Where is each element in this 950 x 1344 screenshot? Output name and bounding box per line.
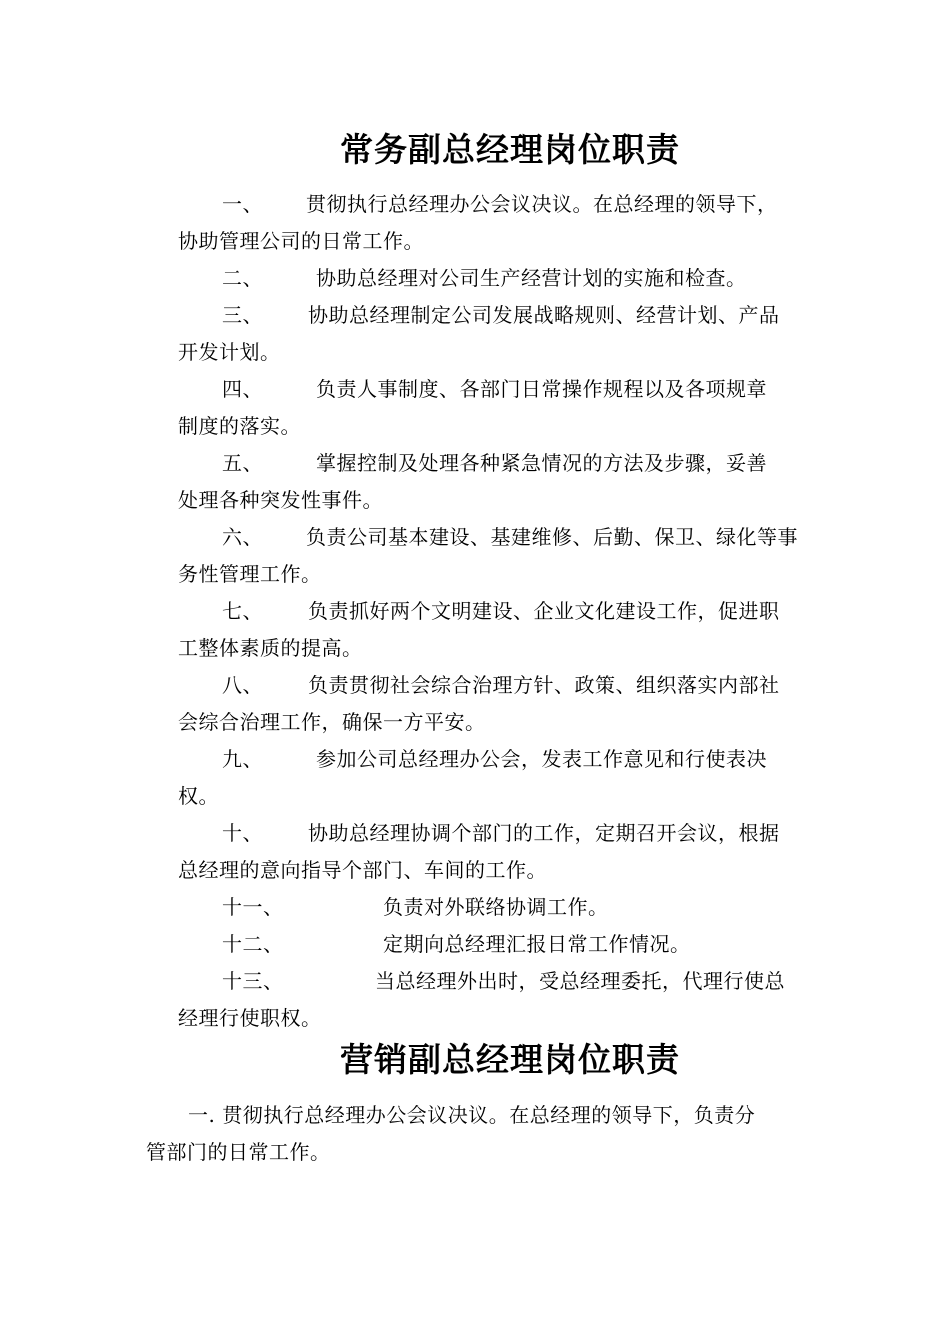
duty-text-line1: 协助总经理制定公司发展战略规则、经营计划、产品	[308, 303, 780, 327]
duty-number: 十一、	[222, 895, 284, 919]
duty-item	[178, 445, 808, 519]
duty-text-line2: 处理各种突发性事件。	[178, 488, 383, 512]
duty-text-line2: 权。	[178, 784, 219, 808]
duty-text-line2: 工整体素质的提高。	[178, 636, 363, 660]
duty-text-line1: 负责贯彻社会综合治理方针、政策、组织落实内部社	[308, 673, 780, 697]
duty-item	[178, 741, 808, 815]
duty-text-line2: 总经理的意向指导个部门、车间的工作。	[178, 858, 547, 882]
duty-number: 五、	[222, 451, 263, 475]
duty-text-line1: 当总经理外出时，受总经理委托，代理行使总	[375, 969, 785, 993]
duty-text-line1: 定期向总经理汇报日常工作情况。	[383, 932, 691, 956]
duty-number: 七、	[222, 599, 263, 623]
duty-number: 四、	[222, 377, 263, 401]
duty-number: 八、	[222, 673, 263, 697]
duty-number: 十三、	[222, 969, 284, 993]
title-executive-vp-duties: 常务副总经理岗位职责	[340, 130, 680, 169]
duty-text-line1: 负责抓好两个文明建设、企业文化建设工作，促进职	[308, 599, 780, 623]
duty-item	[178, 186, 808, 260]
duty-number: 一、	[222, 192, 263, 216]
duty-text-line1: 协助总经理协调个部门的工作，定期召开会议，根据	[308, 821, 780, 845]
marketing-vp-duty-list	[146, 1097, 816, 1171]
duty-number: 十、	[222, 821, 263, 845]
duty-text-line2: 制度的落实。	[178, 414, 301, 438]
duty-item	[178, 667, 808, 741]
duty-item	[178, 371, 808, 445]
duty-item	[178, 593, 808, 667]
duty-text-line1: 负责公司基本建设、基建维修、后勤、保卫、绿化等事	[306, 525, 798, 549]
duty-item	[178, 519, 808, 593]
duty-text-line2: 务性管理工作。	[178, 562, 322, 586]
duty-item	[178, 815, 808, 889]
duty-number: 二、	[222, 266, 263, 290]
duty-text-line1: 负责对外联络协调工作。	[383, 895, 609, 919]
marketing-duty-line1: 一. 贯彻执行总经理办公会议决议。在总经理的领导下，负责分	[188, 1103, 756, 1127]
duty-item	[178, 260, 808, 297]
duty-item	[178, 297, 808, 371]
duty-text-line1: 贯彻执行总经理办公会议决议。在总经理的领导下，	[306, 192, 778, 216]
duty-number: 三、	[222, 303, 263, 327]
duty-text-line1: 参加公司总经理办公会，发表工作意见和行使表决	[316, 747, 767, 771]
duty-text-line1: 掌握控制及处理各种紧急情况的方法及步骤，妥善	[316, 451, 767, 475]
duty-item	[178, 963, 808, 1037]
duty-text-line1: 负责人事制度、各部门日常操作规程以及各项规章	[316, 377, 767, 401]
duty-text-line2: 经理行使职权。	[178, 1006, 322, 1030]
duty-text-line1: 协助总经理对公司生产经营计划的实施和检查。	[316, 266, 747, 290]
duty-text-line2: 协助管理公司的日常工作。	[178, 229, 424, 253]
marketing-duty-line2: 管部门的日常工作。	[146, 1140, 331, 1164]
duty-number: 九、	[222, 747, 263, 771]
duty-item	[178, 926, 808, 963]
duty-text-line2: 开发计划。	[178, 340, 281, 364]
duty-text-line2: 会综合治理工作，确保一方平安。	[178, 710, 486, 734]
duty-item	[178, 889, 808, 926]
duty-number: 六、	[222, 525, 263, 549]
duty-number: 十二、	[222, 932, 284, 956]
title-marketing-vp-duties: 营销副总经理岗位职责	[340, 1040, 680, 1079]
executive-vp-duty-list	[178, 186, 808, 1037]
